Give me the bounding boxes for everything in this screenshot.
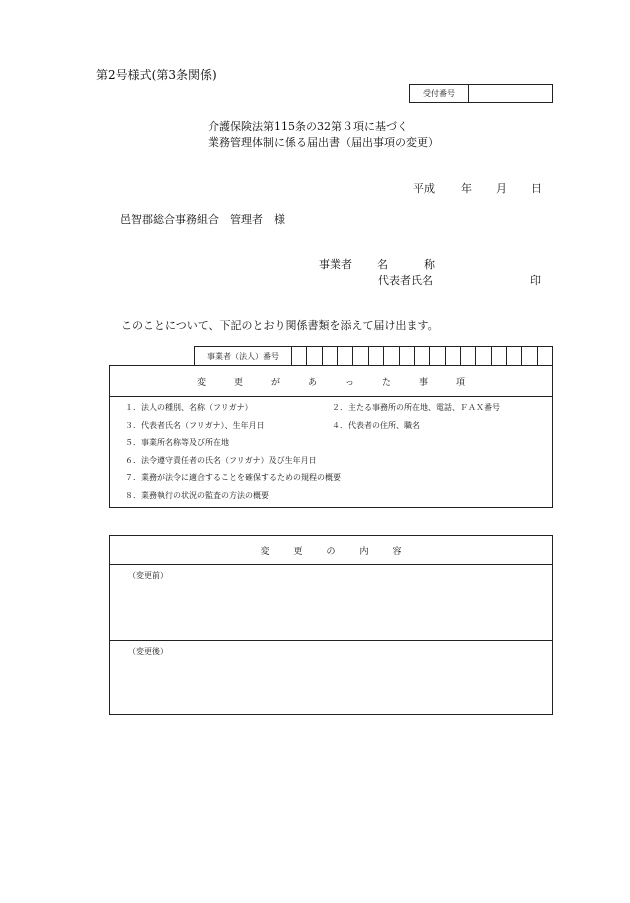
- receipt-number-label: 受付番号: [410, 85, 469, 102]
- representative-name-label: 代表者氏名: [378, 274, 433, 287]
- business-number-cell[interactable]: [522, 347, 537, 365]
- change-item-7[interactable]: ７．業務が法令に適合することを確保するための規程の概要: [125, 473, 341, 482]
- business-number-cell[interactable]: [353, 347, 368, 365]
- title-line-1: 介護保険法第115条の32第３項に基づく: [208, 120, 408, 133]
- statement: このことについて、下記のとおり関係書類を添えて届け出ます。: [121, 319, 439, 332]
- header-char: 容: [392, 546, 402, 557]
- header-char: 更: [293, 546, 303, 557]
- business-number-cell[interactable]: [507, 347, 522, 365]
- change-item-6[interactable]: ６．法令遵守責任者の氏名（フリガナ）及び生年月日: [125, 456, 317, 465]
- business-number-cell[interactable]: [538, 347, 552, 365]
- header-char: 変: [196, 377, 206, 388]
- business-number-cell[interactable]: [476, 347, 491, 365]
- seal-mark: 印: [530, 274, 541, 287]
- business-number-cell[interactable]: [307, 347, 322, 365]
- header-char: あ: [307, 377, 317, 388]
- change-item-3[interactable]: ３．代表者氏名（フリガナ）、生年月日: [125, 421, 265, 430]
- business-number-label: 事業者（法人）番号: [195, 347, 292, 365]
- business-number-cell[interactable]: [384, 347, 399, 365]
- change-item-4[interactable]: ４．代表者の住所、職名: [332, 421, 420, 430]
- date-year-label: 年: [461, 182, 472, 195]
- submitter-label: 事業者: [319, 258, 352, 271]
- header-char: 項: [456, 377, 466, 388]
- change-content-table: [109, 535, 553, 715]
- business-number-cell[interactable]: [400, 347, 415, 365]
- changed-items-table: [109, 365, 553, 508]
- date-day-label: 日: [531, 182, 542, 195]
- addressee: 邑智郡総合事務組合 管理者 様: [120, 213, 285, 226]
- business-number-cell[interactable]: [338, 347, 353, 365]
- business-number-cell[interactable]: [415, 347, 430, 365]
- header-char: 事: [419, 377, 429, 388]
- header-char: っ: [345, 377, 355, 388]
- before-change-field[interactable]: [110, 565, 552, 641]
- date-month-label: 月: [496, 182, 507, 195]
- receipt-number-field[interactable]: [469, 85, 552, 102]
- header-char: が: [270, 377, 280, 388]
- change-item-1[interactable]: １．法人の種別、名称（フリガナ）: [125, 403, 253, 412]
- title-line-2: 業務管理体制に係る届出書（届出事項の変更）: [208, 136, 439, 149]
- header-char: の: [326, 546, 336, 557]
- header-char: 内: [359, 546, 369, 557]
- after-change-label: （変更後）: [128, 647, 168, 656]
- business-number-cell[interactable]: [430, 347, 445, 365]
- change-item-5[interactable]: ５．事業所名称等及び所在地: [125, 438, 229, 447]
- changed-items-header: [110, 366, 552, 397]
- business-number-cell[interactable]: [323, 347, 338, 365]
- before-change-label: （変更前）: [128, 571, 168, 580]
- header-char: 変: [260, 546, 270, 557]
- receipt-number-box: [409, 84, 553, 103]
- business-number-cell[interactable]: [492, 347, 507, 365]
- header-char: た: [382, 377, 392, 388]
- business-number-cell[interactable]: [446, 347, 461, 365]
- business-number-cell[interactable]: [461, 347, 476, 365]
- change-item-8[interactable]: ８．業務執行の状況の監査の方法の概要: [125, 491, 269, 500]
- change-content-header: [110, 536, 552, 565]
- date-era: 平成: [413, 182, 435, 195]
- name-label: 名: [377, 258, 388, 271]
- business-number-row: [194, 346, 553, 365]
- change-item-2[interactable]: ２．主たる事務所の所在地、電話、ＦＡＸ番号: [332, 403, 500, 412]
- name-label-2: 称: [424, 258, 435, 271]
- header-char: 更: [233, 377, 243, 388]
- business-number-cell[interactable]: [369, 347, 384, 365]
- business-number-cell[interactable]: [292, 347, 307, 365]
- form-number: 第2号様式(第3条関係): [96, 68, 217, 82]
